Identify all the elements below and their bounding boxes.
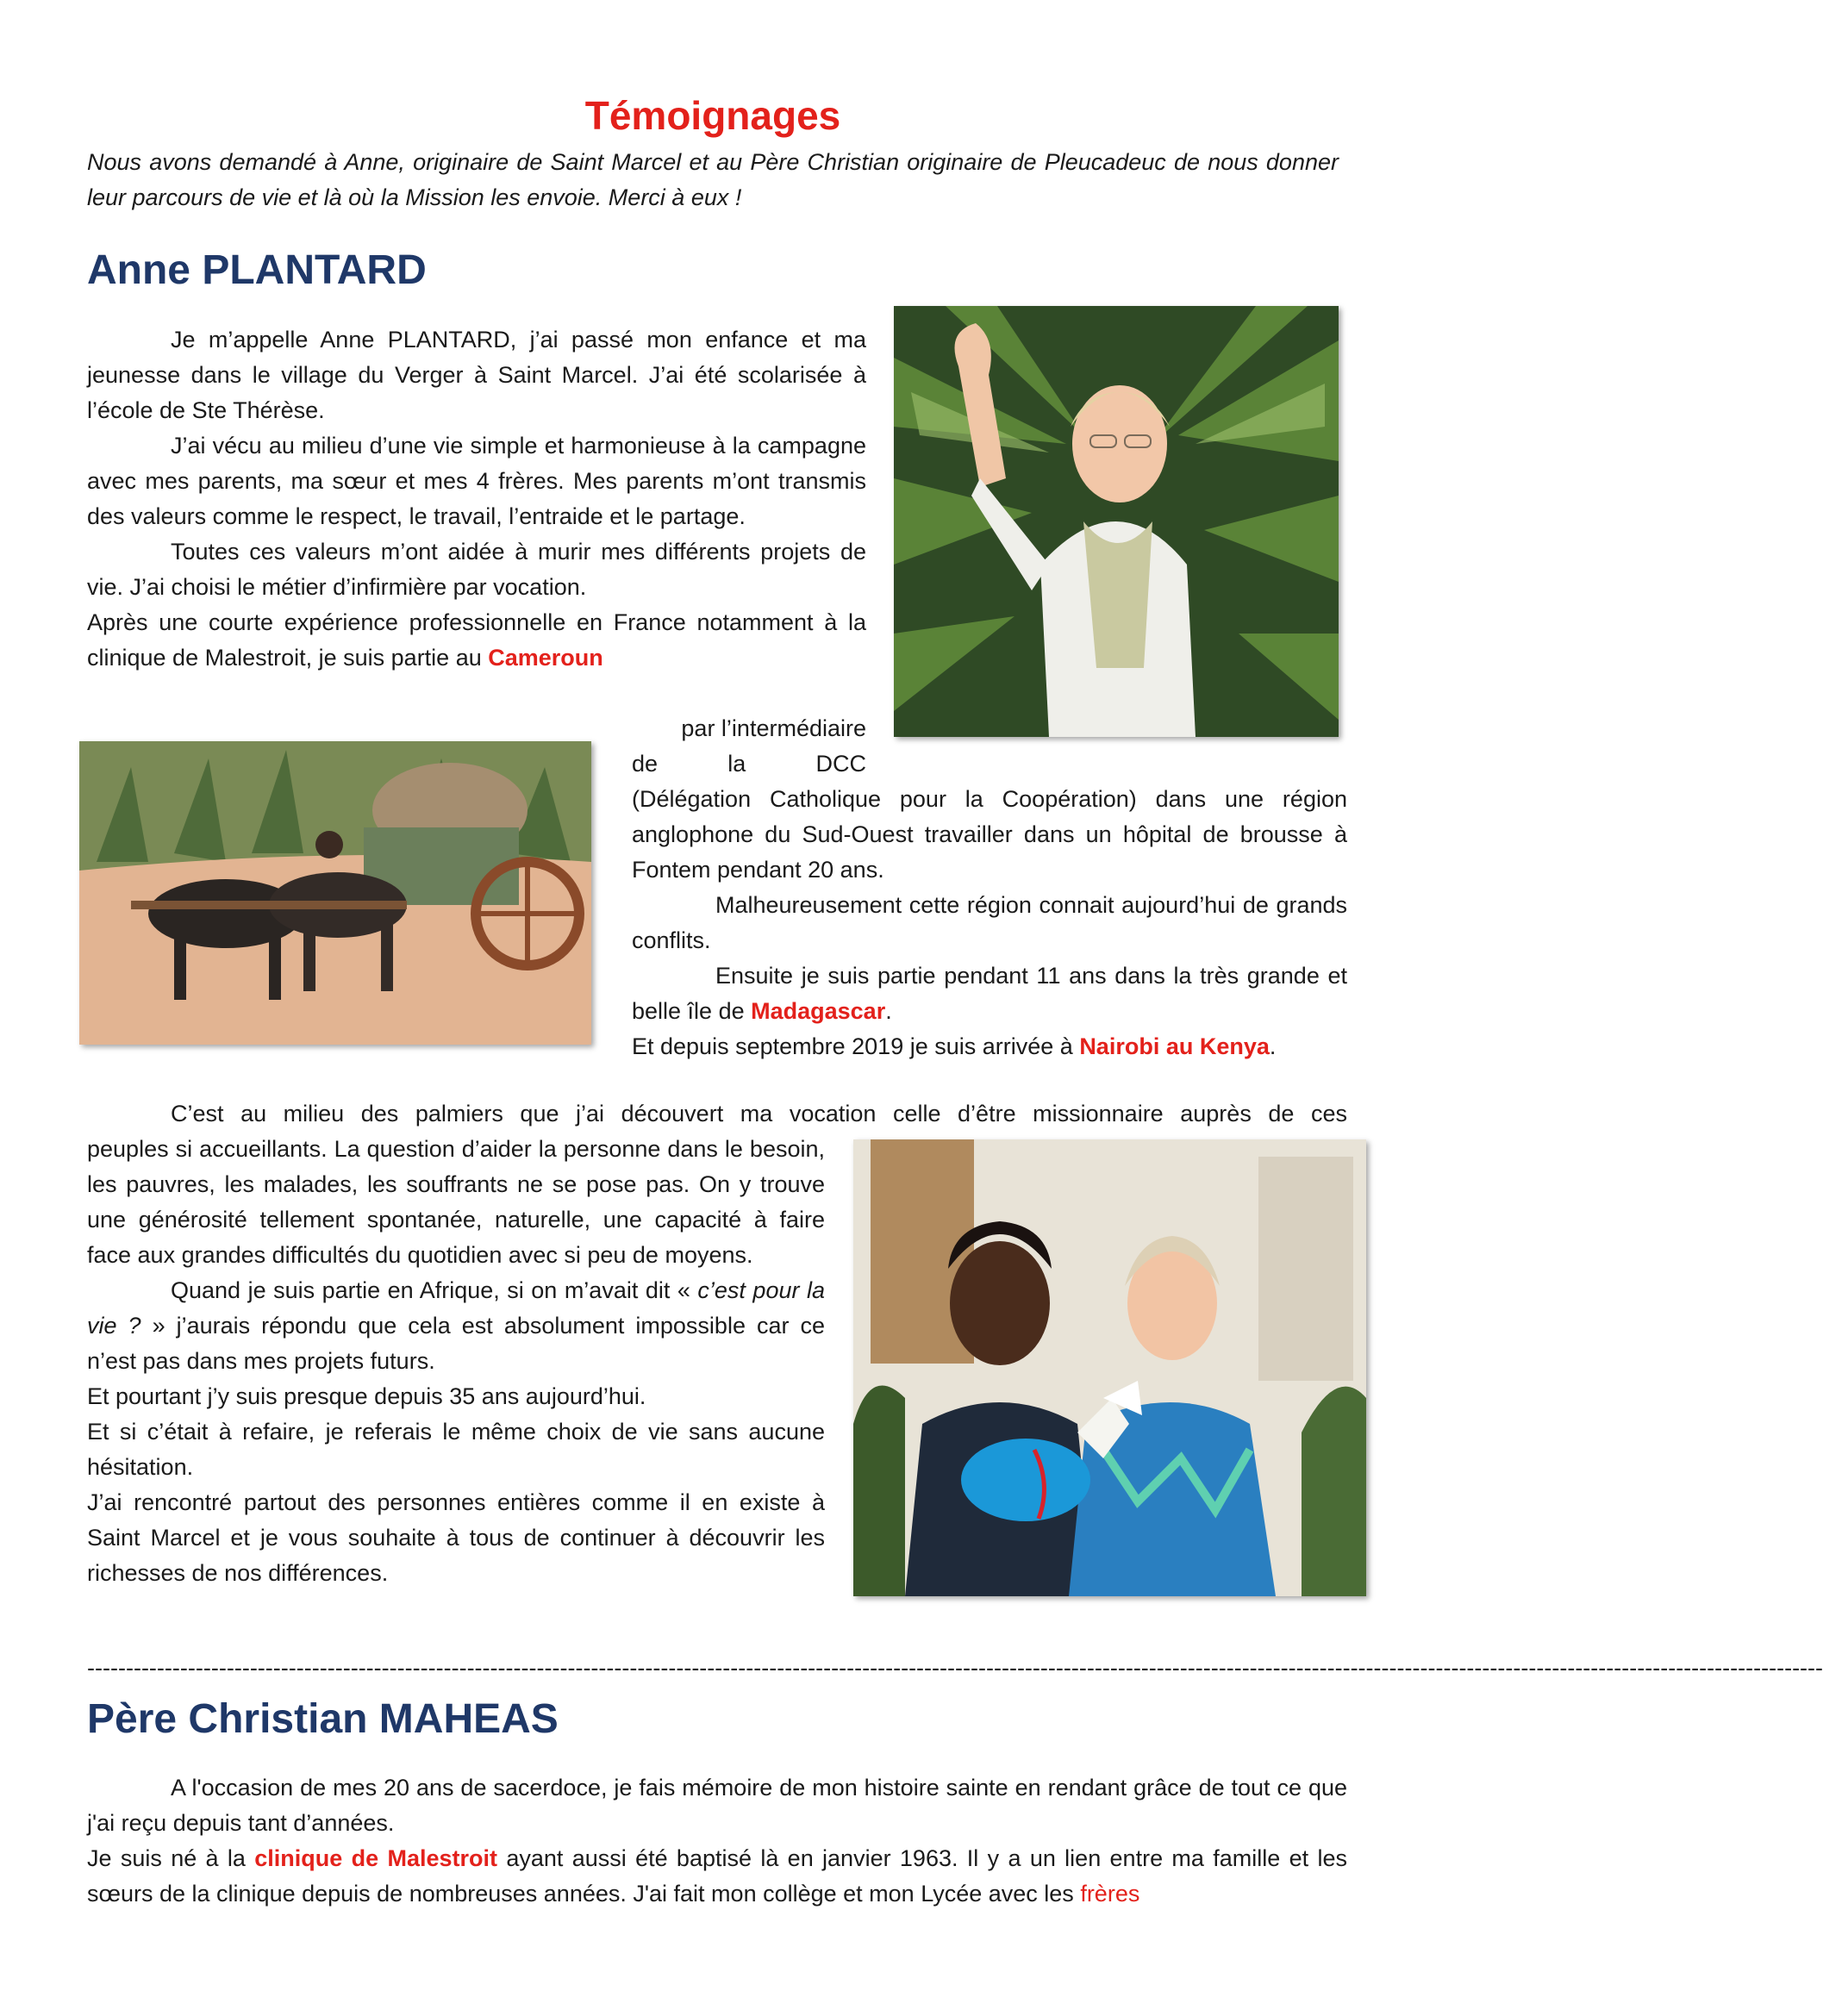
photo-anne-waving (894, 306, 1339, 737)
anne-paragraph-2: J’ai vécu au milieu d’une vie simple et harmonieuse à la campagne avec mes parents, ma sœur et mes 4 frères. Mes parents m’ont transmis des valeurs comme le respect, le travail, l’entraide et le partage. (87, 433, 866, 529)
section-separator: -------------------------------------------------------------------------------------------------------------------------------------------------------------------------------------------------------------------------------- (87, 1655, 1823, 1681)
anne-text-narrow: par l’intermédiaire de la DCC (632, 715, 866, 777)
anne-paragraph-8: peuples si accueillants. La question d’aider la personne dans le besoin, les pauvres, les malades, les souffrants ne se pose pas. On y trouve une générosité tellement spontanée, naturelle, une capacité à faire face aux grandes difficultés du quotidien avec si peu de moyens. (87, 1136, 825, 1268)
anne-paragraph-11: Et si c’était à refaire, je referais le même choix de vie sans aucune hésitation. (87, 1419, 825, 1480)
anne-heading: Anne PLANTARD (87, 247, 427, 293)
page-title: Témoignages (584, 93, 841, 138)
photo-anne-with-woman (853, 1139, 1366, 1596)
place-cameroun: Cameroun (488, 645, 603, 671)
anne-paragraph-12: J’ai rencontré partout des personnes entières comme il en existe à Saint Marcel et je vous souhaite à tous de continuer à découvrir les richesses de nos différences. (87, 1489, 825, 1586)
place-clinique-malestroit: clinique de Malestroit (254, 1845, 497, 1871)
anne-text-top (87, 322, 866, 676)
anne-paragraph-9: Quand je suis partie en Afrique, si on m’avait dit « c’est pour la vie ? » j’aurais répondu que cela est absolument impossible car ce n’est pas dans mes projets futurs. (87, 1277, 825, 1374)
anne-paragraph-8-line1: C’est au milieu des palmiers que j’ai découvert ma vocation celle d’être missionnaire auprès de ces (171, 1101, 1347, 1127)
place-nairobi: Nairobi au Kenya (1079, 1033, 1270, 1059)
anne-paragraph-10: Et pourtant j’y suis presque depuis 35 ans aujourd’hui. (87, 1383, 646, 1409)
anne-paragraph-4: Après une courte expérience professionnelle en France notamment à la clinique de Malestroit, je suis partie au Cameroun (87, 609, 866, 671)
intro-text: Nous avons demandé à Anne, originaire de Saint Marcel et au Père Christian originaire de Pleucadeuc de nous donner leur parcours de vie et là où la Mission les envoie. Merci à eux ! (87, 149, 1339, 210)
anne-paragraph-4c: (Délégation Catholique pour la Coopération) dans une région anglophone du Sud-Ouest travailler dans un hôpital de brousse à Fontem pendant 20 ans. (632, 786, 1347, 883)
anne-paragraph-6: Ensuite je suis partie pendant 11 ans dans la très grande et belle île de Madagascar. (632, 963, 1347, 1024)
christian-text (87, 1770, 1347, 1912)
anne-text-bottom (87, 1132, 825, 1591)
christian-paragraph-1: A l'occasion de mes 20 ans de sacerdoce, je fais mémoire de mon histoire sainte en rendant grâce de tout ce que j'ai reçu depuis tant d’années. (87, 1775, 1347, 1836)
photo-ox-cart-image (79, 741, 591, 1045)
photo-anne-with-woman-image (853, 1139, 1366, 1596)
anne-paragraph-5: Malheureusement cette région connait aujourd’hui de grands conflits. (632, 892, 1347, 953)
anne-paragraph-1: Je m’appelle Anne PLANTARD, j’ai passé mon enfance et ma jeunesse dans le village du Verger à Saint Marcel. J’ai été scolarisée à l’école de Ste Thérèse. (87, 327, 866, 423)
photo-anne-waving-image (894, 306, 1339, 737)
anne-paragraph-3: Toutes ces valeurs m’ont aidée à murir mes différents projets de vie. J’ai choisi le métier d’infirmière par vocation. (87, 539, 866, 600)
anne-paragraph-7: Et depuis septembre 2019 je suis arrivée à Nairobi au Kenya. (632, 1033, 1277, 1059)
christian-paragraph-2: Je suis né à la clinique de Malestroit ayant aussi été baptisé là en janvier 1963. Il y a un lien entre ma famille et les sœurs de la clinique depuis de nombreuses années. J'ai fait mon collège et mon Lycée avec les frères (87, 1845, 1347, 1907)
anne-text-middle (632, 782, 1347, 1064)
freres-link-text: frères (1080, 1881, 1140, 1907)
christian-heading: Père Christian MAHEAS (87, 1696, 559, 1742)
photo-ox-cart (79, 741, 591, 1045)
place-madagascar: Madagascar (751, 998, 886, 1024)
